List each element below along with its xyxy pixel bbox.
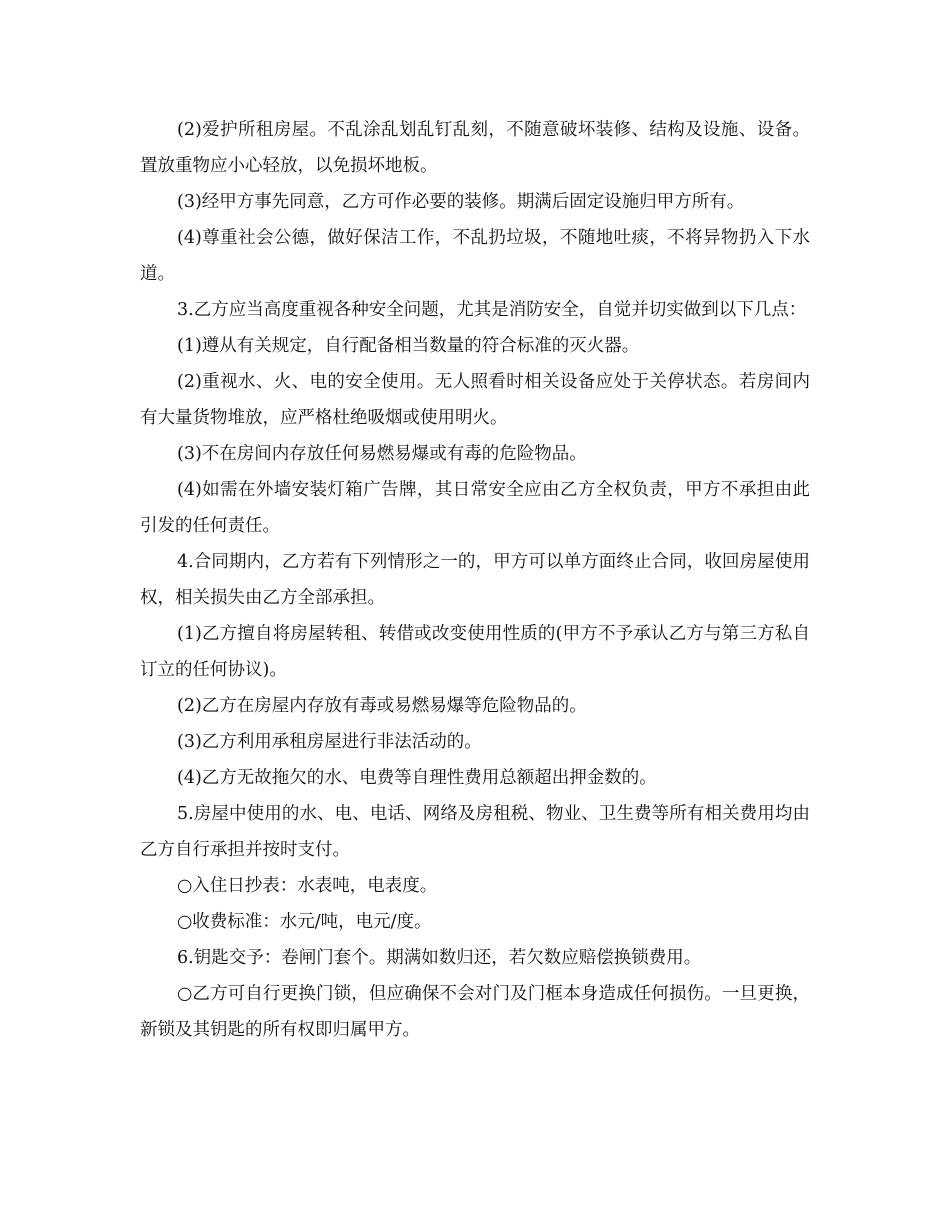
paragraph-5: 5.房屋中使用的水、电、电话、网络及房租税、物业、卫生费等所有相关费用均由乙方自行承担并按时支付。 [140,804,810,860]
paragraph-5-fee-standard: ○收费标准：水元/吨，电元/度。 [177,912,432,932]
paragraph-2-3: (3)经甲方事先同意，乙方可作必要的装修。期满后固定设施归甲方所有。 [177,192,745,212]
paragraph-4-3: (3)乙方利用承租房屋进行非法活动的。 [177,732,482,752]
paragraph-3-3: (3)不在房间内存放任何易燃易爆或有毒的危险物品。 [177,444,587,464]
paragraph-6-lock-change: ○乙方可自行更换门锁，但应确保不会对门及门框本身造成任何损伤。一旦更换，新锁及其钥匙的所有权即归属甲方。 [140,984,810,1040]
paragraph-3-2: (2)重视水、火、电的安全使用。无人照看时相关设备应处于关停状态。若房间内有大量货物堆放，应严格杜绝吸烟或使用明火。 [140,372,810,428]
paragraph-3-4: (4)如需在外墙安装灯箱广告牌，其日常安全应由乙方全权负责，甲方不承担由此引发的任何责任。 [140,480,810,536]
paragraph-2-4: (4)尊重社会公德，做好保洁工作，不乱扔垃圾，不随地吐痰，不将异物扔入下水道。 [140,228,810,284]
paragraph-3: 3.乙方应当高度重视各种安全问题，尤其是消防安全，自觉并切实做到以下几点： [177,300,807,320]
paragraph-3-1: (1)遵从有关规定，自行配备相当数量的符合标准的灭火器。 [177,336,640,356]
paragraph-6: 6.钥匙交予：卷闸门套个。期满如数归还，若欠数应赔偿换锁费用。 [177,948,702,968]
paragraph-4-1: (1)乙方擅自将房屋转租、转借或改变使用性质的(甲方不予承认乙方与第三方私自订立的任何协议)。 [140,624,810,680]
paragraph-4-2: (2)乙方在房屋内存放有毒或易燃易爆等危险物品的。 [177,696,587,716]
document-body [140,112,810,1048]
paragraph-5-meter-reading: ○入住日抄表：水表吨，电表度。 [177,876,438,896]
paragraph-4-4: (4)乙方无故拖欠的水、电费等自理性费用总额超出押金数的。 [177,768,657,788]
paragraph-4: 4.合同期内，乙方若有下列情形之一的，甲方可以单方面终止合同，收回房屋使用权，相关损失由乙方全部承担。 [140,552,810,608]
paragraph-2-2: (2)爱护所租房屋。不乱涂乱划乱钉乱刻，不随意破坏装修、结构及设施、设备。置放重物应小心轻放，以免损坏地板。 [140,120,810,176]
